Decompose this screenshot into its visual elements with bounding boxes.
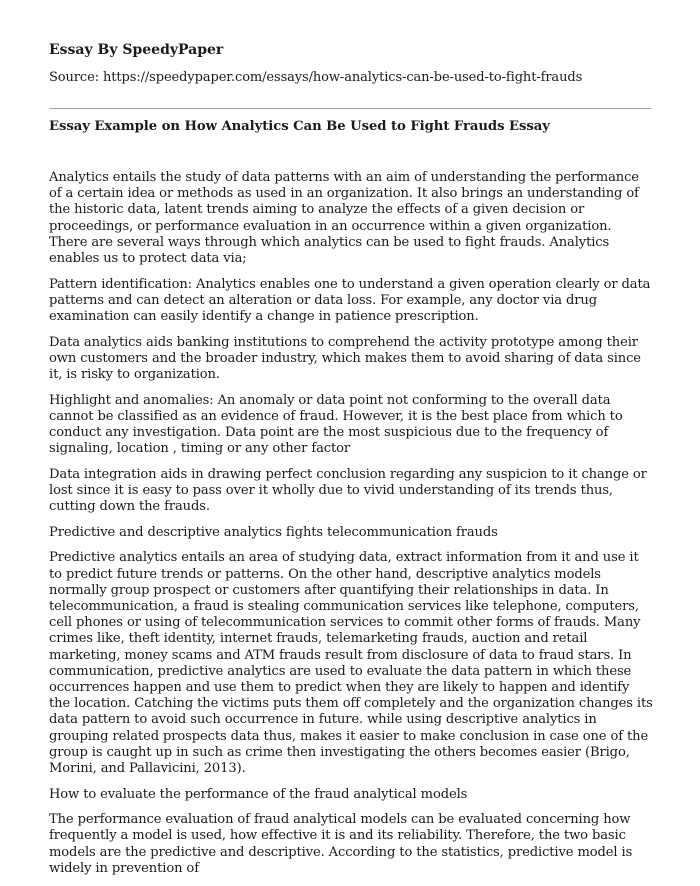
paragraph-anomalies: Highlight and anomalies: An anomaly or data point not conforming to the overall data cannot be classified as an evidence of fraud. However, it is the best place from which to conduct any investigation. Data point are the most suspicious due to the frequency of signaling, location , timing or any other factor: [49, 392, 623, 457]
essay-title: Essay Example on How Analytics Can Be Used to Fight Frauds Essay: [49, 119, 550, 134]
paragraph-pattern-identification: Pattern identification: Analytics enables one to understand a given operation clearly or data patterns and can detect an alteration or data loss. For example, any doctor via drug examination can easily identify a change in patience prescription.: [49, 276, 651, 325]
section-heading-evaluation: How to evaluate the performance of the fraud analytical models: [49, 786, 468, 802]
essay-body: [49, 170, 653, 886]
document-header-title: Essay By SpeedyPaper: [49, 42, 224, 58]
source-line: Source: https://speedypaper.com/essays/how-analytics-can-be-used-to-fight-frauds: [49, 70, 583, 85]
paragraph-predictive-analytics: Predictive analytics entails an area of studying data, extract information from it and use it to predict future trends or patterns. On the other hand, descriptive analytics models normally group prospect or customers after quantifying their relationships in data. In telecommunication, a fraud is stealing communication services like telephone, computers, cell phones or using of telecommunication services to commit other forms of frauds. Many crimes like, theft identity, internet frauds, telemarketing frauds, auction and retail marketing, money scams and ATM frauds result from disclosure of data to fraud stars. In communication, predictive analytics are used to evaluate the data pattern in which these occurrences happen and use them to predict when they are likely to happen and identify the location. Catching the victims puts them off completely and the organization changes its data pattern to avoid such occurrence in future. while using descriptive analytics in grouping related prospects data thus, makes it easier to make conclusion in case one of the group is caught up in such as crime then investigating the others becomes easier (Brigo, Morini, and Pallavicini, 2013).: [49, 550, 653, 777]
paragraph-data-integration: Data integration aids in drawing perfect conclusion regarding any suspicion to it change or lost since it is easy to pass over it wholly due to vivid understanding of its trends thus, cutting down the frauds.: [49, 466, 647, 515]
paragraph-intro: Analytics entails the study of data patterns with an aim of understanding the performance of a certain idea or methods as used in an organization. It also brings an understanding of the historic data, latent trends aiming to analyze the effects of a given decision or proceedings, or performance evaluation in an occurrence within a given organization. There are several ways through which analytics can be used to fight frauds. Analytics enables us to protect data via;: [49, 170, 639, 267]
paragraph-evaluation: The performance evaluation of fraud analytical models can be evaluated concerning how frequently a model is used, how effective it is and its reliability. Therefore, the two basic models are the predictive and descriptive. According to the statistics, predictive model is widely in prevention of: [49, 812, 633, 876]
paragraph-banking: Data analytics aids banking institutions to comprehend the activity prototype among their own customers and the broader industry, which makes them to avoid sharing of data since it, is risky to organization.: [49, 334, 641, 383]
section-heading-predictive-descriptive: Predictive and descriptive analytics fights telecommunication frauds: [49, 524, 498, 540]
header-divider: [49, 108, 651, 109]
